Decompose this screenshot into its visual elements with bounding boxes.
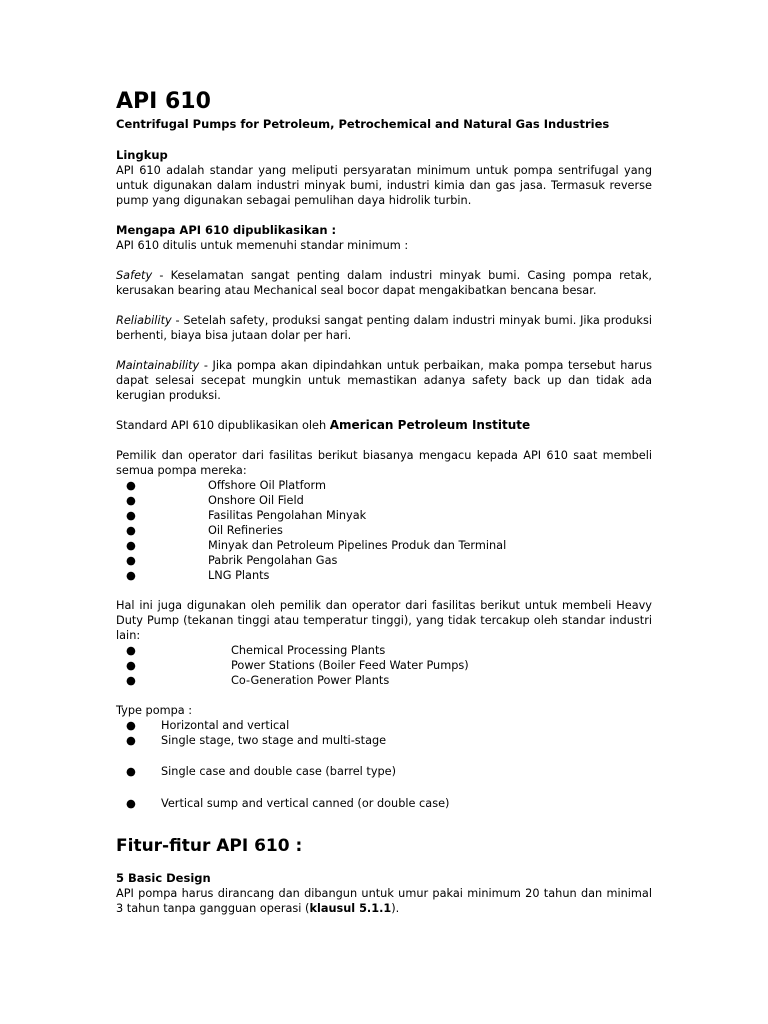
scope-heading: Lingkup — [116, 148, 168, 162]
list-item-text: Single stage, two stage and multi-stage — [161, 734, 387, 747]
document-subtitle: Centrifugal Pumps for Petroleum, Petrochemical and Natural Gas Industries — [116, 117, 610, 131]
document-title: API 610 — [116, 89, 211, 114]
list-item-text: Minyak dan Petroleum Pipelines Produk dan Terminal — [208, 539, 507, 552]
pump-types-list — [116, 718, 652, 811]
why-heading: Mengapa API 610 dipublikasikan : — [116, 223, 337, 237]
publisher-text: Standard API 610 dipublikasikan oleh — [116, 419, 330, 432]
bullet-icon: ● — [126, 644, 136, 657]
list-item — [116, 643, 652, 658]
list-item-text: Offshore Oil Platform — [208, 479, 326, 492]
list-item — [116, 658, 652, 673]
list-item-text: Oil Refineries — [208, 524, 283, 537]
reliability-paragraph — [116, 313, 652, 343]
bullet-icon: ● — [126, 554, 136, 567]
heavy-duty-list — [116, 643, 652, 688]
list-item — [116, 478, 652, 493]
list-item — [116, 553, 652, 568]
reliability-text: - Setelah safety, produksi sangat penting dalam industri minyak bumi. Jika produksi berhenti, biaya bisa jutaan dolar per hari. — [116, 314, 652, 342]
list-item — [116, 538, 652, 553]
list-item-text: Single case and double case (barrel type) — [161, 765, 397, 778]
maintainability-paragraph — [116, 358, 652, 403]
basic-design-heading: 5 Basic Design — [116, 871, 211, 885]
publisher-org: American Petroleum Institute — [329, 418, 531, 432]
list-item — [116, 764, 652, 779]
bullet-icon: ● — [126, 797, 136, 810]
list-item — [116, 508, 652, 523]
basic-design-text: API pompa harus dirancang dan dibangun untuk umur pakai minimum 20 tahun dan minimal 3 tahun tanpa gangguan operasi ( — [116, 887, 652, 915]
safety-paragraph — [116, 268, 652, 298]
features-heading: Fitur-fitur API 610 : — [116, 836, 303, 856]
list-item-text: Co-Generation Power Plants — [231, 674, 390, 687]
list-item — [116, 493, 652, 508]
list-item — [116, 718, 652, 733]
bullet-icon: ● — [126, 719, 136, 732]
list-item-text: LNG Plants — [208, 569, 270, 582]
list-item — [116, 523, 652, 538]
bullet-icon: ● — [126, 674, 136, 687]
bullet-icon: ● — [126, 494, 136, 507]
reliability-term: Reliability — [116, 314, 172, 327]
document-page — [116, 88, 652, 916]
safety-term: Safety — [116, 269, 153, 282]
publisher-paragraph — [116, 418, 652, 433]
bullet-icon: ● — [126, 659, 136, 672]
maintainability-text: - Jika pompa akan dipindahkan untuk perbaikan, maka pompa tersebut harus dapat selesai secepat mungkin untuk memastikan adanya safety back up dan tidak ada kerugian produksi. — [116, 359, 652, 402]
owners-list — [116, 478, 652, 583]
list-item-text: Vertical sump and vertical canned (or double case) — [161, 797, 450, 810]
list-item-text: Power Stations (Boiler Feed Water Pumps) — [231, 659, 469, 672]
bullet-icon: ● — [126, 569, 136, 582]
list-item — [116, 796, 652, 811]
bullet-icon: ● — [126, 734, 136, 747]
owners-intro: Pemilik dan operator dari fasilitas berikut biasanya mengacu kepada API 610 saat membeli semua pompa mereka: — [116, 449, 652, 477]
bullet-icon: ● — [126, 765, 136, 778]
scope-paragraph: API 610 adalah standar yang meliputi persyaratan minimum untuk pompa sentrifugal yang untuk digunakan dalam industri minyak bumi, industri kimia dan gas jasa. Termasuk reverse pump yang digunakan sebagai pemulihan daya hidrolik turbin. — [116, 164, 652, 207]
maintainability-term: Maintainability — [116, 359, 200, 372]
list-item-text: Chemical Processing Plants — [231, 644, 386, 657]
heavy-duty-intro: Hal ini juga digunakan oleh pemilik dan operator dari fasilitas berikut untuk membeli Heavy Duty Pump (tekanan tinggi atau temperatur tinggi), yang tidak tercakup oleh standar industri lain: — [116, 599, 652, 642]
safety-text: - Keselamatan sangat penting dalam industri minyak bumi. Casing pompa retak, kerusakan bearing atau Mechanical seal bocor dapat mengakibatkan bencana besar. — [116, 269, 652, 297]
bullet-icon: ● — [126, 509, 136, 522]
list-item — [116, 673, 652, 688]
bullet-icon: ● — [126, 539, 136, 552]
basic-design-paragraph — [116, 886, 652, 916]
pump-types-intro: Type pompa : — [116, 704, 193, 717]
bullet-icon: ● — [126, 524, 136, 537]
bullet-icon: ● — [126, 479, 136, 492]
list-item-text: Fasilitas Pengolahan Minyak — [208, 509, 367, 522]
list-item-text: Horizontal and vertical — [161, 719, 290, 732]
clause-reference: klausul 5.1.1 — [309, 902, 392, 915]
list-item-text: Onshore Oil Field — [208, 494, 304, 507]
list-item — [116, 733, 652, 748]
why-paragraph: API 610 ditulis untuk memenuhi standar minimum : — [116, 239, 409, 252]
list-item-text: Pabrik Pengolahan Gas — [208, 554, 338, 567]
list-item — [116, 568, 652, 583]
basic-design-text-end: ). — [391, 902, 400, 915]
